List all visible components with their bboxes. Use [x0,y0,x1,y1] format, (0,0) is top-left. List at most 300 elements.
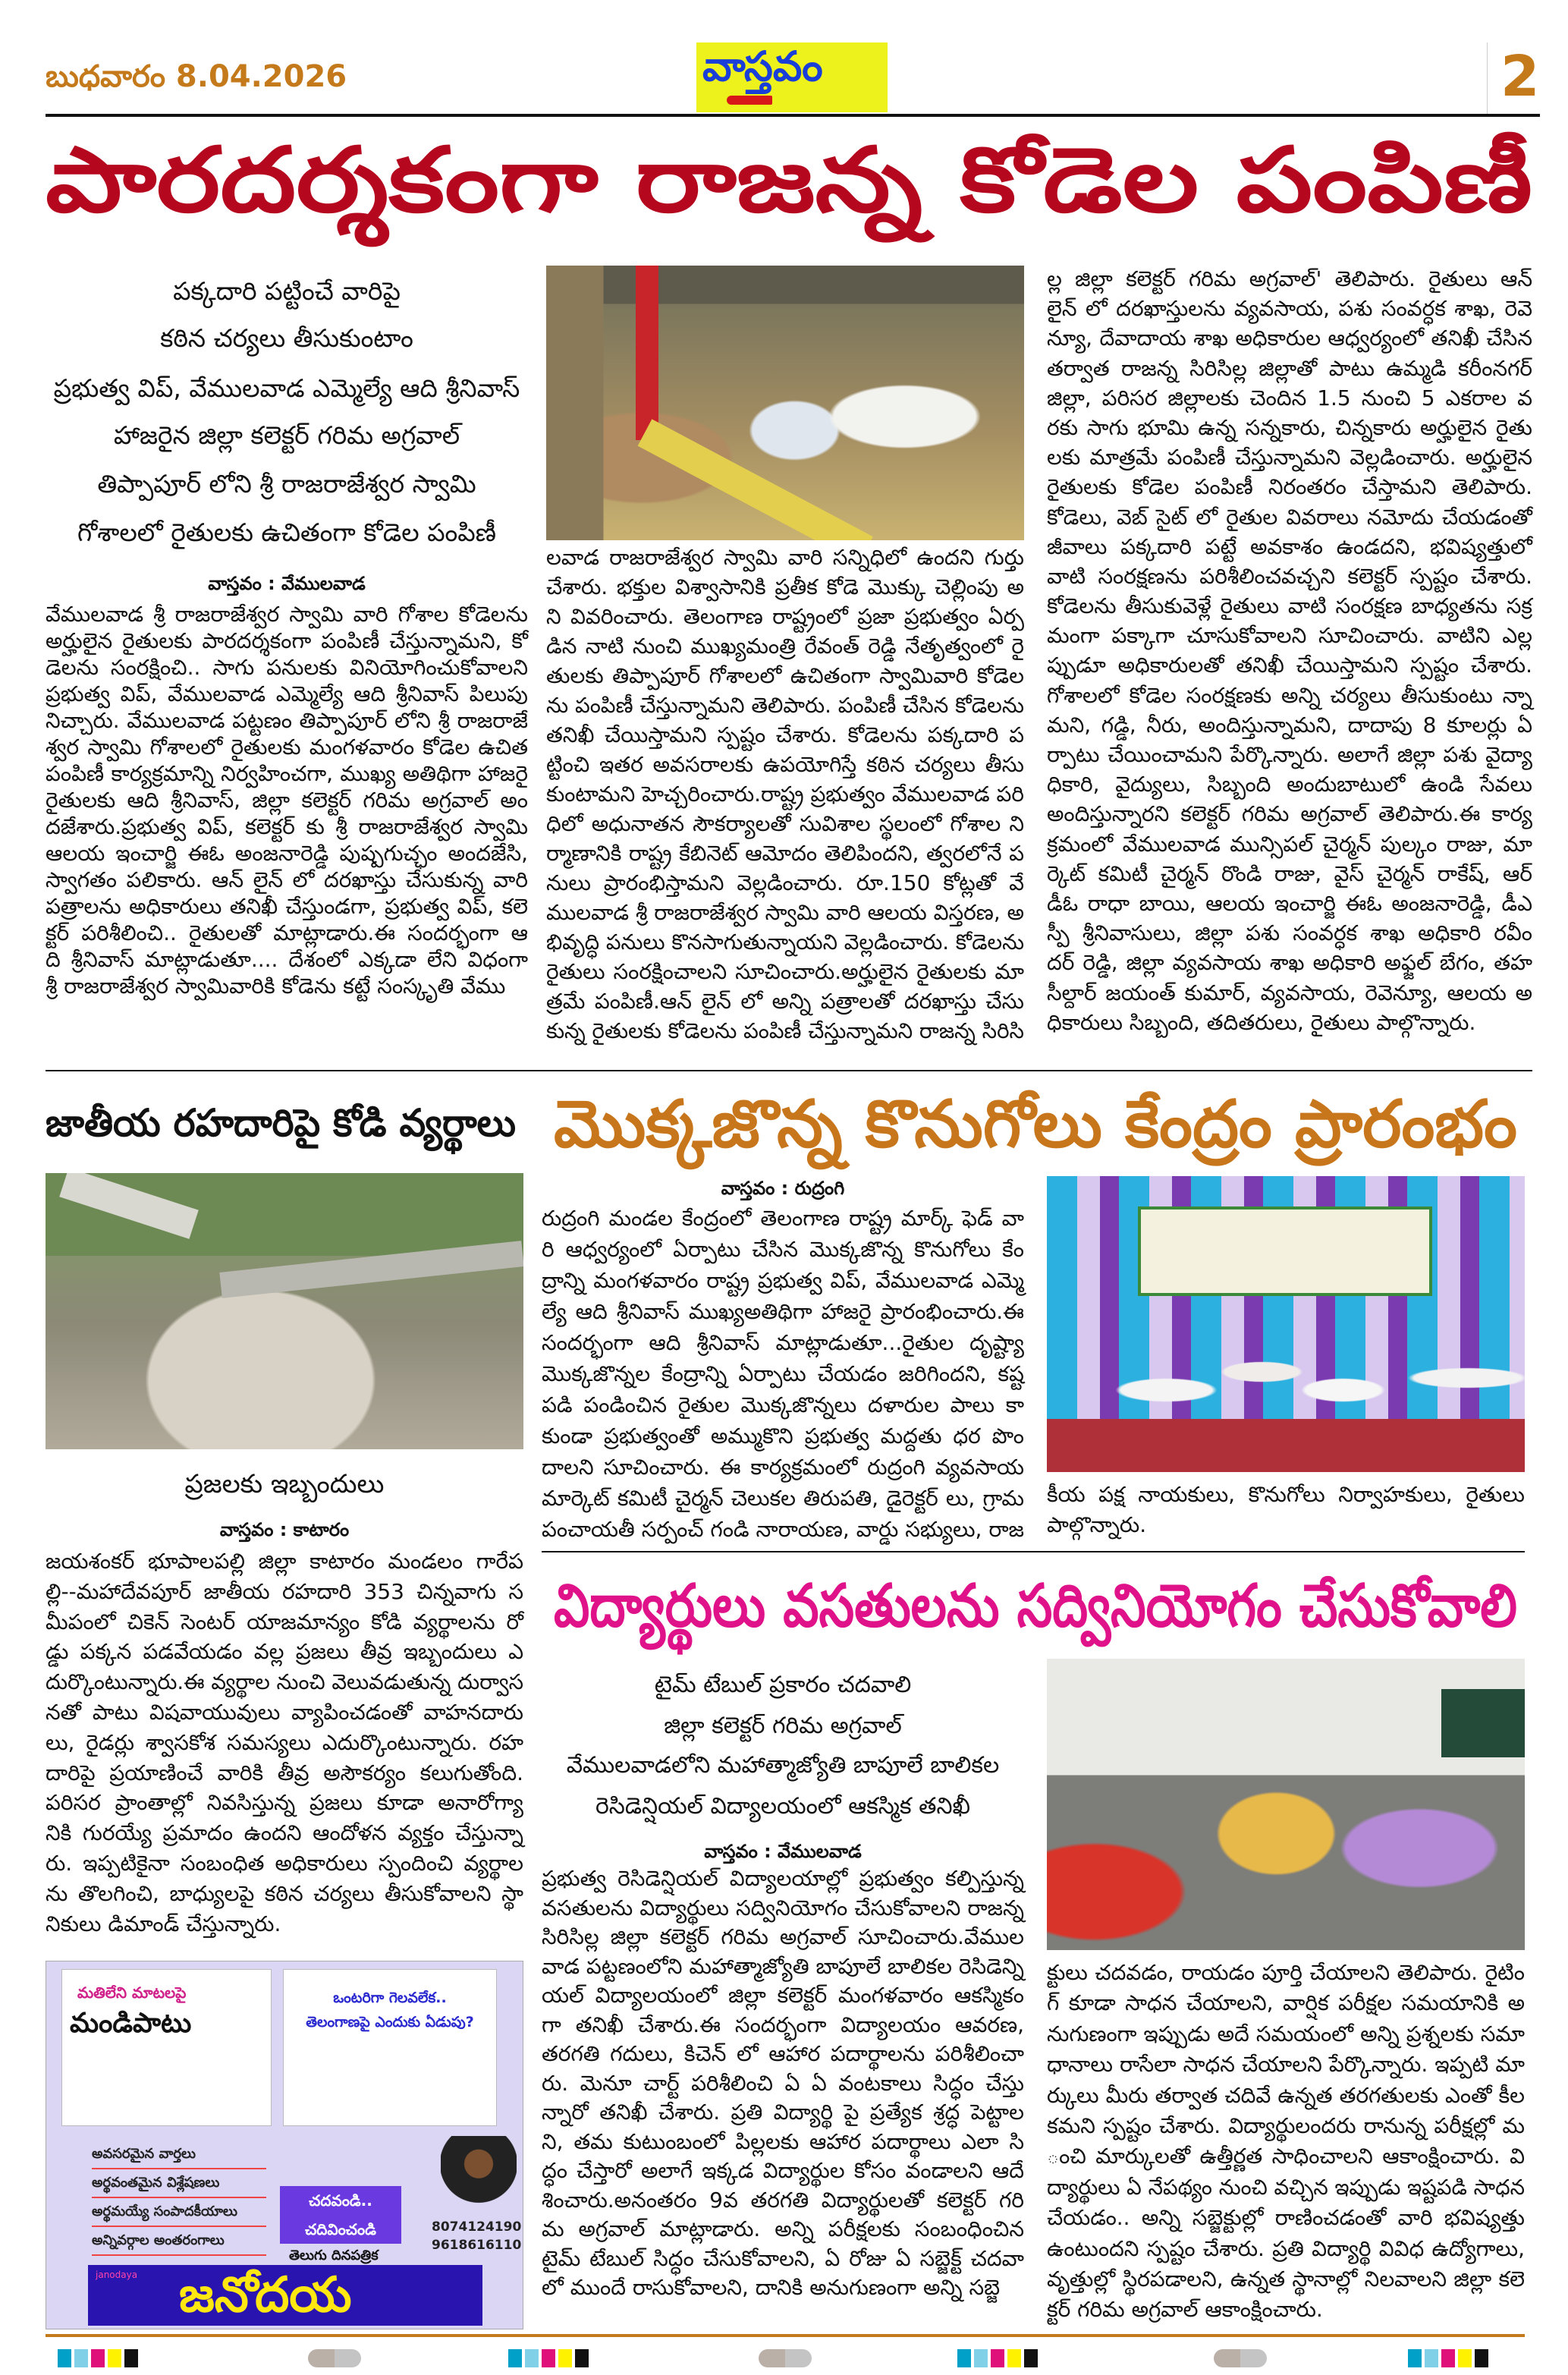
text-line [46,1546,523,1577]
text-line [46,1758,523,1788]
color-swatch [1458,2349,1472,2367]
text-line-content: న్యూ, దేవాదాయ శాఖ అధికారుల ఆధ్వర్యంలో తనిఖీ చేసిన [1047,326,1532,351]
issue-date: బుధవారం 8.04.2026 [46,59,347,94]
text-line-content: ల్ల జిల్లా కలెక్టర్ గరిమ అగ్రవాల్' తెలిపారు. రైతులు ఆన్ [1047,266,1532,291]
text-line [1047,621,1532,650]
text-line [546,602,1024,631]
registration-bars [1408,2349,1491,2367]
text-line [1047,383,1532,413]
text-line-content: పడి పండించిన రైతుల మొక్కజొన్నలు దళారుల పాలు కా [542,1392,1024,1417]
text-line-content: పంచాయతీ సర్పంచ్ గండి నారాయణ, వార్డు సభ్యులు, రాజ [542,1517,1024,1542]
waste-headline: జాతీయ రహదారిపై కోడి వ్యర్థాలు [46,1101,516,1145]
text-line-content: మంగా పక్కాగా చూసుకోవాలని సూచించారు. వాటిని ఎల్ల [1047,623,1532,649]
text-line [546,809,1024,838]
text-line-content: జిల్లా, పరిసర జిల్లాలకు చెందిన 1.5 నుంచి 5 ఎకరాల వ [1047,385,1532,411]
text-line-content: ప్పుడూ అధికారులతో తనిఖీ చేయిస్తామని స్పష్టం చేశారు. [1047,653,1532,678]
lead-body-col3 [1047,264,1532,1037]
text-line [1047,2141,1525,2172]
text-line [542,1234,1024,1265]
text-line-content: ను పంపిణీ చేస్తున్నామని తెలిపారు. పంపిణీ చేసిన కోడెలను [546,693,1024,718]
text-line-content: ఆలయ ఇంచార్జి ఈఓ అంజనారెడ్డి పుష్పగుచ్ఛం అందజేసి, [46,841,528,866]
text-line [546,690,1024,720]
text-line [46,1728,523,1758]
text-line-content: రుద్రంగి మండల కేంద్రంలో తెలంగాణ రాష్ట్ర మార్క్ ఫెడ్ వా [542,1206,1024,1231]
text-line-content: లో ముందే రాసుకోవాలని, దానికి అనుగుణంగా అన్ని సబ్జె [542,2275,1001,2300]
color-swatch [58,2349,71,2367]
ad-brand-latin: janodaya [96,2270,138,2280]
section-rule [46,1070,1532,1071]
ad-editor-photo [441,2136,517,2216]
photo-detail [636,266,658,440]
text-line-content: క్టులు చదవడం, రాయడం పూర్తి చేయాలని తెలిపారు. రైటిం [1047,1960,1525,1985]
text-line-content: ధికారి, వైద్యులు, సిబ్బంది అందుబాటులో ఉండి సేవలు [1047,772,1532,797]
color-swatch [558,2349,572,2367]
text-line-content: ధికారులు సిబ్బంది, తదితరులు, రైతులు పాల్గొన్నారు. [1047,1009,1476,1035]
maize-body-continued [1047,1480,1525,1540]
text-line [1047,354,1532,383]
text-line [542,2244,1024,2274]
lead-subhead: తిప్పాపూర్ లోని శ్రీ రాజరాజేశ్వర స్వామి [97,469,476,499]
ad-clip2-headline2: తెలంగాణపై ఎందుకు ఏడుపు? [306,2014,474,2031]
text-line [1047,2172,1525,2203]
text-line [546,927,1024,957]
text-line [546,750,1024,779]
text-line [542,1265,1024,1296]
text-line [1047,323,1532,353]
text-line-content: పత్రాలను అధికారులు తనిఖీ చేస్తుండగా, ప్రభుత్వ విప్, కలె [46,894,528,919]
text-line [1047,1008,1532,1037]
text-line [546,543,1024,572]
text-line-content: ను తొలగించి, బాధ్యులపై కఠిన చర్యలు తీసుకోవాలని స్థా [46,1880,523,1906]
text-line-content: తర్వాత రాజన్న సిరిసిల్ల జిల్లాతో పాటు ఉమ్మడి కరీంనగర్ [1047,355,1532,381]
waste-dateline: వాస్తవం : కాటారం [219,1519,350,1540]
text-line-content: ధానాలు రాసేలా సాధన చేయాలని పేర్కొన్నారు. ఇప్పటి మా [1047,2052,1525,2078]
text-line [1047,2111,1525,2141]
registration-mark [308,2349,361,2367]
text-line-content: వాడ పట్టణంలోని మహాత్మాజ్యోతి బాపూలే బాలికల రెసిడెన్ని [542,1953,1024,1979]
text-line-content: మార్కెట్ కమిటీ చైర్మన్ చెలుకల తిరుపతి, డైరెక్టర్ లు, గ్రామ [542,1486,1024,1511]
ad-cta [280,2186,401,2244]
text-line [542,1389,1024,1420]
color-swatch [108,2349,121,2367]
text-line [46,601,528,628]
text-line-content: క్రమంలో వేములవాడ మున్సిపల్ చైర్మన్ పుల్కం రాజు, మా [1047,831,1532,857]
text-line [46,1909,523,1939]
text-line [1047,532,1532,562]
color-swatch [74,2349,88,2367]
text-line [46,787,528,813]
text-line-content: ని వివరించారు. తెలంగాణ రాష్ట్రంలో ప్రజా ప్రభుత్వం ఏర్ప [546,604,1024,629]
text-line-content: దుర్కొంటున్నారు.ఈ వ్యర్థాల నుంచి వెలువడుతున్న దుర్వాస [46,1669,523,1695]
photo-detail [219,1241,523,1298]
text-line [1047,442,1532,472]
text-line [1047,2234,1525,2264]
text-line [46,813,528,840]
lead-body-col1 [46,601,528,999]
color-swatch [1408,2349,1422,2367]
text-line [46,1637,523,1667]
text-line-content: చేయడం.. అన్ని సబ్జెక్టుల్లో రాణించడంతో వారి భవిష్యత్తు [1047,2205,1525,2231]
text-line-content: శించారు.అనంతరం 9వ తరగతి విద్యార్థులతో కలెక్టర్ గరి [542,2187,1024,2213]
text-line-content: ర్కులు మీరు తర్వాత చదివే ఉన్నత తరగతులకు ఎంతో కీల [1047,2082,1525,2108]
text-line-content: నికి గురయ్యే ప్రమాదం ఉందని ఆందోళన వ్యక్తం చేస్తున్నా [46,1820,523,1846]
text-line [546,631,1024,661]
school-subhead: రెసిడెన్షియల్ విద్యాలయంలో ఆకస్మిక తనిఖీ [595,1793,971,1820]
text-line-content: కమని స్పష్టం చేశారు. విద్యార్థులందరు రానున్న పరీక్షల్లో మ [1047,2112,1525,2138]
text-line [546,838,1024,868]
text-line-content: గా తనిఖీ చేశారు.ఈ సందర్భంగా విద్యాలయం ఆవరణ, [542,2012,1024,2037]
lead-subhead: హాజరైన జిల్లా కలెక్టర్ గరిమ అగ్రవాల్ [113,420,460,450]
photo-detail [1047,1305,1525,1427]
school-subhead: టైమ్ టేబుల్ ప్రకారం చదవాలి [654,1672,912,1698]
text-line [1047,1480,1525,1510]
color-swatch [542,2349,555,2367]
text-line [1047,978,1532,1008]
text-line [1047,740,1532,769]
text-line [542,1923,1024,1952]
text-line [542,2040,1024,2069]
text-line-content: ములవాడ శ్రీ రాజరాజేశ్వర స్వామి వారి ఆలయ విస్తరణ, అ [546,900,1024,925]
text-line [1047,948,1532,977]
color-swatch [1007,2349,1021,2367]
school-headline: విద్యార్థులు వసతులను సద్వినియోగం చేసుకోవాలి [554,1572,1517,1640]
school-dateline: వాస్తవం : వేములవాడ [704,1841,862,1862]
text-line [1047,650,1532,680]
text-line-content: ర్కెట్ కమిటీ చైర్మన్ రొండి రాజు, వైస్ చైర్మన్ రాకేష్, ఆర్ [1047,860,1532,886]
text-line-content: మ అగ్రవాల్ మాట్లాడారు. అన్ని పరీక్షలకు సంబంధించిన [542,2216,1024,2241]
text-line-content: ల్లి--మహాదేవపూర్ జాతీయ రహదారి 353 చిన్నవాగు స [46,1578,523,1604]
color-swatch [525,2349,539,2367]
registration-mark [759,2349,812,2367]
color-swatch [1441,2349,1455,2367]
lead-subhead: గోశాలలో రైతులకు ఉచితంగా కోడెల పంపిణీ [77,517,496,547]
text-line-content: కోడెలు, వెబ్ సైట్ లో రైతుల వివరాలు నమోదు చేయడంతో [1047,504,1532,530]
lead-photo-goshala [546,266,1024,540]
text-line-content: టైమ్ టేబుల్ సిద్ధం చేసుకోవాలని, ఏ రోజు ఏ సబ్జెక్ట్ చదవా [542,2245,1024,2271]
text-line [1047,591,1532,621]
text-line-content: రు. ఇప్పటికైనా సంబంధిత అధికారులు స్పందించి వ్యర్థాల [46,1850,523,1876]
ad-clip1-kicker: మతిలేని మాటలపై [77,1983,187,2002]
ad-clipping-1 [61,1969,272,2126]
photo-detail [1047,1419,1525,1472]
color-swatch [957,2349,971,2367]
text-line [46,973,528,999]
text-line-content: కుంటామని హెచ్చరించారు.రాష్ట్ర ప్రభుత్వం వేములవాడ పరి [546,782,1024,807]
text-line [1047,294,1532,323]
ad-cta-line: చదివించండి [305,2220,376,2238]
text-line [1047,859,1532,889]
text-line-content: స్పీ శ్రీనివాసులు, జిల్లా పశు సంవర్ధక శాఖ అధికారి రవీం [1047,920,1532,946]
text-line [546,720,1024,750]
text-line [46,1667,523,1697]
text-line-content: కోడెలను తీసుకువెళ్లే రైతులు వాటి సంరక్షణ బాధ్యతను సక్ర [1047,593,1532,619]
text-line-content: పరిసర ప్రాంతాల్లో నివసిస్తున్న ప్రజలు కూడా అనారోగ్యా [46,1790,523,1816]
photo-detail [638,419,873,540]
text-line [542,1296,1024,1327]
masthead-rule [46,114,1540,117]
text-line-content: ధిలో అధునాతన సౌకర్యాలతో సువిశాల స్థలంలో గోశాల ని [546,811,1024,836]
text-line-content: అర్హులైన రైతులకు పారదర్శకంగా పంపిణీ చేస్తున్నామని, కో [46,628,528,653]
page-number: 2 [1500,44,1540,109]
text-line [46,840,528,867]
text-line-content: ద్రాన్ని మంగళవారం రాష్ట్ర ప్రభుత్వ విప్, వేములవాడ ఎమ్మె [542,1268,1024,1293]
text-line-content: ట్టించి ఇతర అవసరాలకు ఉపయోగిస్తే కఠిన చర్యలు తీసు [546,752,1024,777]
text-line [46,1848,523,1879]
maize-photo-inauguration [1047,1176,1525,1472]
text-line-content: ల్యే ఆది శ్రీనివాస్ ముఖ్యఅతిథిగా హాజరై ప్రారంభించారు.ఈ [542,1299,1024,1324]
school-subhead: జిల్లా కలెక్టర్ గరిమ అగ్రవాల్ [664,1713,902,1739]
lead-subhead: ప్రభుత్వ విప్, వేములవాడ ఎమ్మెల్యే ఆది శ్రీనివాస్ [53,373,520,403]
text-line-content: క్టర్ పరిశీలించి.. రైతులతో మాట్లాడారు.ఈ సందర్భంగా ఆ [46,920,528,945]
color-swatch [991,2349,1004,2367]
registration-bars [508,2349,592,2367]
text-line-content: వసతులను విద్యార్థులు సద్వినియోగం చేసుకోవాలని రాజన్న [542,1895,1024,1920]
text-line [1047,2081,1525,2111]
text-line-content: నికులు డిమాండ్ చేస్తున్నారు. [46,1911,281,1936]
lead-headline: పారదర్శకంగా రాజన్న కోడెల పంపిణీ [46,127,1533,232]
text-line [542,2128,1024,2157]
text-line-content: నిచ్చారు. వేములవాడ పట్టణం తిప్పాపూర్ లోని శ్రీ రాజరాజే [46,708,528,733]
text-line-content: వాటి సంరక్షణను పరిశీలించవచ్చని కలెక్టర్ స్పష్టం చేశారు. [1047,563,1532,589]
ad-feature: అర్థమయ్యే సంపాదకీయాలు [92,2198,266,2227]
text-line-content: మొక్కజొన్నల కేంద్రాన్ని ఏర్పాటు చేయడం జరిగిందని, కష్ట [542,1361,1024,1386]
text-line-content: దాలని సూచించారు. ఈ కార్యక్రమంలో రుద్రంగి వ్యవసాయ [542,1455,1024,1480]
color-swatch [1425,2349,1438,2367]
ad-brand-banner [88,2265,482,2326]
text-line-content: నులు ప్రారంభిస్తామని వెల్లడించారు. రూ.150 కోట్లతో వే [546,870,1024,895]
text-line [542,1483,1024,1514]
text-line [542,2186,1024,2216]
text-line-content: ర్పాటు చేయించామని పేర్కొన్నారు. అలాగే జిల్లా పశు వైద్యా [1047,742,1532,767]
waste-subhead: ప్రజలకు ఇబ్బందులు [184,1469,385,1499]
text-line [46,1818,523,1848]
text-line [546,957,1024,986]
text-line [1047,2203,1525,2233]
text-line [1047,681,1532,710]
lead-subhead: కఠిన చర్యలు తీసుకుంటాం [160,323,413,353]
divider [1487,42,1488,115]
color-swatch [124,2349,138,2367]
text-line-content: వృత్తుల్లో స్థిరపడాలని, ఉన్నత స్థానాల్లో నిలవాలని జిల్లా కలె [1047,2266,1525,2292]
text-line [546,986,1024,1016]
text-line [1047,829,1532,859]
text-line-content: రకు సాగు భూమి ఉన్న సన్నకారు, చిన్నకారు అర్హులైన రైతు [1047,414,1532,440]
school-subhead: వేములవాడలోని మహాత్మాజ్యోతి బాపూలే బాలికల [566,1752,1000,1779]
text-line [46,1577,523,1607]
text-line-content: పంపిణీ కార్యక్రమాన్ని నిర్వహించగా, ముఖ్య అతిథిగా హాజరై [46,761,528,786]
text-line-content: న్నారో తనిఖీ చేశారు. ప్రతి విద్యార్థి పై ప్రత్యేక శ్రద్ధ పెట్టాల [542,2100,1024,2125]
maize-body [542,1203,1024,1545]
ad-feature: అర్థవంతమైన విశ్లేషణలు [92,2169,266,2198]
text-line-content: తులకు తిప్పాపూర్ గోశాలలో ఉచితంగా స్వామివారి కోడెల [546,663,1024,688]
text-line-content: డెలను సంరక్షించి.. సాగు పనులకు వినియోగించుకోవాలని [46,655,528,680]
text-line [46,681,528,707]
ad-feature: అవసరమైన వార్తలు [92,2141,266,2169]
text-line-content: యల్ విద్యాలయంలో జిల్లా కలెక్టర్ మంగళవారం ఆకస్మికం [542,1983,1024,2008]
text-line-content: కుండా ప్రభుత్వంతో అమ్ముకొని ప్రభుత్వ మద్దతు ధర పొం [542,1423,1024,1449]
color-swatch [1475,2349,1488,2367]
text-line-content: నతో పాటు విషవాయువులు వ్యాపించడంతో వాహనదారు [46,1699,523,1725]
text-line-content: సీల్దార్ జయంత్ కుమార్, వ్యవసాయ, రెవెన్యూ, ఆలయ అ [1047,980,1532,1005]
text-line [542,1358,1024,1389]
ad-clipping-2 [283,1969,497,2126]
text-line-content: తనిఖీ చేయిస్తామని స్పష్టం చేశారు. కోడెలను పక్కదారి ప [546,722,1024,747]
newspaper-logo [696,42,888,112]
color-swatch [508,2349,522,2367]
ad-feature: అన్నివర్గాల అంతరంగాలు [92,2227,266,2256]
text-line [46,946,528,973]
text-line [1047,1510,1525,1540]
text-line [542,1203,1024,1234]
text-line [542,1420,1024,1452]
ad-cta-line: చదవండి.. [309,2191,372,2210]
text-line-content: ది శ్రీనివాస్ మాట్లాడుతూ.... దేశంలో ఎక్కడా లేని విధంగా [46,947,528,972]
registration-bars [58,2349,141,2367]
school-body [542,1864,1024,2303]
text-line [1047,1958,1525,1988]
text-line [1047,769,1532,799]
text-line-content: క్టర్ గరిమ అగ్రవాల్ ఆకాంక్షించారు. [1047,2297,1323,2323]
text-line [546,1016,1024,1046]
text-line-content: ంచి మార్కులతో ఉత్తీర్ణత సాధించాలని ఆకాంక్షించారు. వి [1047,2144,1525,2169]
text-line-content: రైతులకు ఆది శ్రీనివాస్, జిల్లా కలెక్టర్ గరిమ అగ్రవాల్ అం [46,788,528,813]
text-line [542,2215,1024,2244]
text-line-content: మని, గడ్డి, నీరు, అందిస్తున్నామని, దాదాపు 8 కూలర్లు ఏ [1047,712,1532,738]
registration-bars [957,2349,1041,2367]
text-line-content: ద్ధం చేస్తారో అలాగే ఇక్కడ విద్యార్థుల కోసం వండాలని ఆదే [542,2158,1024,2183]
text-line [1047,502,1532,532]
text-line-content: లైన్ లో దరఖాస్తులను వ్యవసాయ, పశు సంవర్ధక శాఖ, రెవె [1047,296,1532,322]
text-line-content: దారిపై ప్రయాణించే వారికి తీవ్ర అసౌకర్యం కలుగుతోంది. [46,1760,523,1785]
text-line-content: దర్ రెడ్డి, జిల్లా వ్యవసాయ శాఖ అధికారి అఫ్జల్ బేగం, తహ [1047,950,1532,976]
waste-photo-roadside [46,1173,523,1449]
text-line [46,1879,523,1909]
text-line-content: శ్రీ రాజరాజేశ్వర స్వామివారికి కోడెను కట్టే సంస్కృతి వేము [46,974,506,999]
text-line-content: వేములవాడ శ్రీ రాజరాజేశ్వర స్వామి వారి గోశాల కోడెలను [46,602,528,627]
text-line [542,1952,1024,1982]
ad-feature-list [92,2141,266,2256]
text-line-content: లకు మాత్రమే పంపిణీ చేస్తున్నామని వెల్లడించారు. అర్హులైన [1047,445,1532,470]
ad-clip2-headline: ఒంటరిగా గెలవలేక.. [333,1990,447,2006]
color-swatch [575,2349,589,2367]
text-line [1047,799,1532,829]
text-line [1047,264,1532,294]
text-line-content: ప్రభుత్వ రెసిడెన్షియల్ విద్యాలయాల్లో ప్రభుత్వం కల్పిస్తున్న [542,1866,1024,1891]
text-line-content: జయశంకర్ భూపాలపల్లి జిల్లా కాటారం మండలం గారేప [46,1549,523,1574]
text-line [542,2069,1024,2099]
maize-headline: మొక్కజొన్న కొనుగోలు కేంద్రం ప్రారంభం [554,1087,1517,1162]
janodaya-advertisement[interactable] [46,1961,523,2329]
text-line [1047,2019,1525,2049]
section-rule [542,1551,1525,1552]
text-line-content: కున్న రైతులకు కోడెలను పంపిణీ చేస్తున్నామని రాజన్న సిరిసి [546,1018,1024,1043]
text-line [546,572,1024,602]
ad-paper-type: తెలుగు దినపత్రిక [289,2248,379,2263]
text-line [546,661,1024,690]
text-line [46,707,528,734]
text-line-content: రి ఆధ్వర్యంలో ఏర్పాటు చేసిన మొక్కజొన్న కొనుగోలు కేం [542,1237,1024,1262]
color-swatch [974,2349,988,2367]
photo-detail [1441,1689,1525,1757]
footer-rule [46,2334,1525,2337]
text-line-content: రైతులకు కోడెల పంపిణీ నిరంతరం చేస్తామని తెలిపారు. [1047,474,1532,500]
text-line [46,1607,523,1637]
text-line-content: చేశారు. భక్తుల విశ్వాసానికి ప్రతీక కోడె మొక్కు చెల్లింపు అ [546,574,1024,599]
text-line-content: డిన నాటి నుంచి ముఖ్యమంత్రి రేవంత్ రెడ్డి నేతృత్వంలో రై [546,634,1024,659]
text-line [542,1864,1024,1894]
ad-phone: 8074124190 [432,2219,522,2235]
text-line [46,628,528,654]
text-line-content: తరగతి గదులు, కిచెన్ లో ఆహార పదార్థాలను పరిశీలించా [542,2041,1024,2066]
text-line-content: త్రమే పంపిణీ.ఆన్ లైన్ లో అన్ని పత్రాలతో దరఖాస్తు చేసు [546,989,1024,1014]
pen-icon [727,96,772,105]
text-line [1047,710,1532,740]
text-line-content: పాల్గొన్నారు. [1047,1512,1147,1537]
text-line [546,779,1024,809]
text-line-content: అందిస్తున్నారని కలెక్టర్ గరిమ అగ్రవాల్ తెలిపారు.ఈ కార్య [1047,801,1532,827]
text-line-content: డ్డు పక్కన పడవేయడం వల్ల ప్రజలు తీవ్ర ఇబ్బందులు ఎ [46,1639,523,1665]
lead-subhead: పక్కదారి పట్టించే వారిపై [173,276,401,306]
waste-body [46,1546,523,1939]
ad-clip1-headline: మండిపాటు [70,2008,192,2039]
text-line [1047,562,1532,591]
maize-dateline: వాస్తవం : రుద్రంగి [721,1178,845,1199]
text-line [1047,2264,1525,2295]
text-line-content: లవాడ రాజరాజేశ్వర స్వామి వారి సన్నిధిలో ఉందని గుర్తు [546,545,1024,570]
text-line [1047,413,1532,442]
text-line [542,2011,1024,2040]
text-line [1047,889,1532,918]
text-line [542,1327,1024,1358]
text-line [46,654,528,681]
text-line-content: ఉంటుందని స్పష్టం చేశారు. ప్రతి విద్యార్థి వివిధ ఉద్యోగాలు, [1047,2235,1525,2261]
text-line [1047,472,1532,502]
text-line [1047,1988,1525,2018]
text-line [542,1981,1024,2011]
text-line [542,2273,1024,2303]
text-line [542,1894,1024,1924]
text-line [542,2098,1024,2128]
text-line [546,868,1024,898]
text-line-content: రైతులు సంరక్షించాలని సూచించారు.అర్హులైన రైతులకు మా [546,959,1024,984]
text-line [46,893,528,920]
text-line-content: ప్రభుత్వ విప్, వేములవాడ ఎమ్మెల్యే ఆది శ్రీనివాస్ పిలుపు [46,681,528,706]
text-line-content: దజేశారు.ప్రభుత్వ విప్, కలెక్టర్ కు శ్రీ రాజరాజేశ్వర స్వామి [46,814,528,839]
text-line-content: సిరిసిల్ల జిల్లా కలెక్టర్ గరిమ అగ్రవాల్ సూచించారు.వేముల [542,1924,1024,1949]
text-line-content: రు. మెనూ చార్ట్ పరిశీలించి ఏ ఏ వంటకాలు సిద్ధం చేస్తు [542,2070,1024,2096]
text-line-content: గోశాలలో కోడెల సంరక్షణకు అన్ని చర్యలు తీసుకుంటు న్నా [1047,682,1532,708]
text-line [46,867,528,893]
text-line [46,1788,523,1818]
text-line [1047,2049,1525,2080]
text-line-content: స్వాగతం పలికారు. ఆన్ లైన్ లో దరఖాస్తు చేసుకున్న వారి [46,867,528,892]
text-line-content: డీఓ రాధా బాయి, ఆలయ ఇంచార్జి ఈఓ అంజనారెడ్డి, డీఎ [1047,890,1532,916]
logo-text: వాస్తవం [702,42,823,90]
text-line-content: మీపంలో చికెన్ సెంటర్ యాజమాన్యం కోడి వ్యర్థాలను రో [46,1609,523,1634]
text-line-content: శ్వర స్వామి గోశాలలో రైతులకు మంగళవారం కోడెల ఉచిత [46,735,528,760]
text-line-content: నుగుణంగా ఇప్పుడు అదే సమయంలో అన్ని ప్రశ్నలకు సమా [1047,2021,1525,2046]
lead-body-col2 [546,543,1024,1046]
text-line-content: ని, తమ కుటుంబంలో పిల్లలకు ఆహార పదార్థాలు ఎలా సి [542,2128,1024,2154]
text-line-content: జీవాలు పక్కదారి పట్టే అవకాశం ఉండదని, భవిష్యత్తులో [1047,533,1532,559]
text-line-content: సందర్భంగా ఆది శ్రీనివాస్ మాట్లాడుతూ...రైతుల దృష్ట్యా [542,1330,1024,1355]
color-swatch [1024,2349,1038,2367]
text-line [542,1452,1024,1483]
text-line [1047,2295,1525,2325]
text-line [46,760,528,787]
photo-detail [59,1173,199,1239]
ad-brand: జనోదయ [179,2267,352,2323]
